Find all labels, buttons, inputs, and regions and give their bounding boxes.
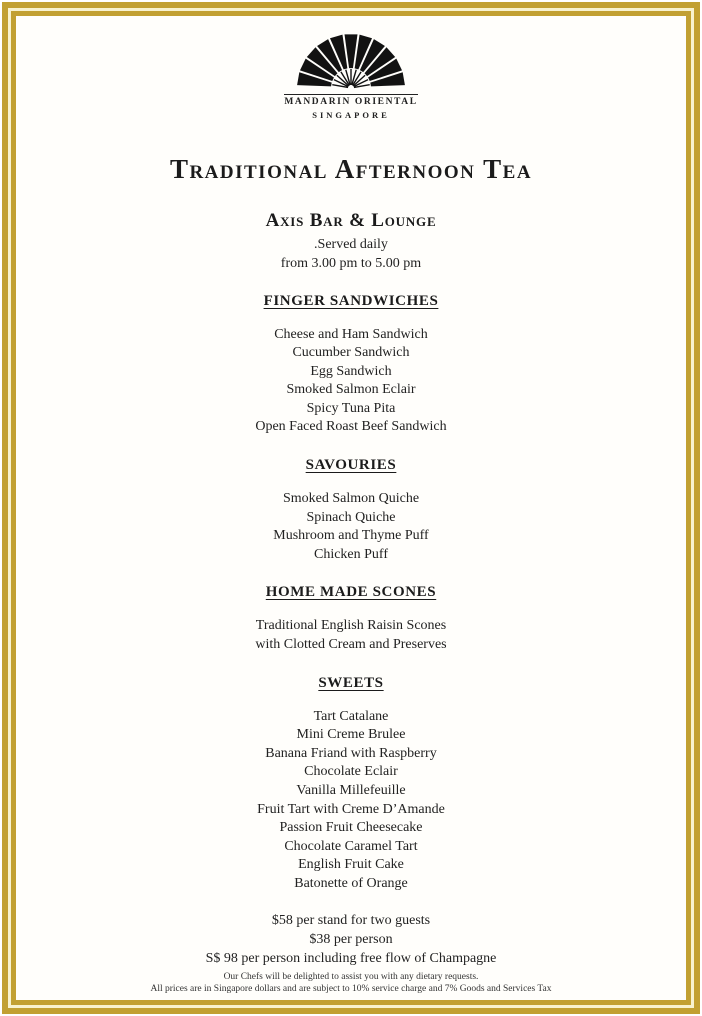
section-items [255, 326, 446, 438]
footer-notes [16, 971, 686, 995]
section-heading: HOME MADE SCONES [265, 584, 437, 601]
menu-item: Tart Catalane [313, 708, 389, 724]
brand-name: MANDARIN ORIENTAL [284, 94, 417, 108]
menu-sections [255, 273, 446, 894]
menu-item: Spinach Quiche [306, 509, 396, 525]
menu-item: Batonette of Orange [294, 875, 408, 891]
footer-note-tax: All prices are in Singapore dollars and are subject to 10% service charge and 7% Goods and Services Tax [150, 984, 552, 994]
brand-logo [284, 28, 417, 120]
menu-item: Spicy Tuna Pita [306, 400, 396, 416]
page-title: Traditional Afternoon Tea [169, 153, 533, 184]
pricing-block [206, 911, 497, 968]
menu-content [16, 16, 686, 1000]
menu-item: Mushroom and Thyme Puff [273, 528, 429, 544]
menu-section [255, 675, 446, 894]
menu-item: Chocolate Eclair [304, 764, 398, 780]
gold-border-outer [2, 2, 700, 1014]
fan-icon [292, 28, 410, 90]
section-items [255, 490, 446, 564]
gold-border-inner [11, 11, 691, 1005]
brand-city: SINGAPORE [312, 110, 390, 120]
menu-item: Passion Fruit Cheesecake [279, 820, 423, 836]
menu-item: Banana Friand with Raspberry [265, 745, 437, 761]
menu-item: English Fruit Cake [298, 857, 404, 873]
menu-section [255, 457, 446, 564]
menu-item: Vanilla Millefeuille [296, 783, 406, 798]
section-items [255, 617, 446, 654]
section-heading: SWEETS [318, 674, 384, 691]
price-line: $38 per person [309, 931, 393, 947]
menu-item: Cheese and Ham Sandwich [274, 326, 428, 342]
menu-item: Traditional English Raisin Scones [255, 618, 447, 634]
menu-item: Chocolate Caramel Tart [284, 838, 418, 854]
menu-item: Open Faced Roast Beef Sandwich [255, 419, 447, 435]
menu-section [255, 293, 446, 438]
menu-item: Smoked Salmon Eclair [286, 382, 416, 398]
price-line: S$ 98 per person including free flow of Champagne [205, 950, 497, 966]
menu-item: Fruit Tart with Creme D’Amande [257, 801, 445, 817]
venue-name: Axis Bar & Lounge [265, 209, 437, 231]
menu-item: Chicken Puff [313, 546, 388, 562]
gold-border-light-stripe [8, 8, 694, 1008]
section-heading: SAVOURIES [305, 457, 397, 474]
section-items [255, 708, 446, 894]
menu-item: Cucumber Sandwich [292, 345, 410, 361]
service-hours: from 3.00 pm to 5.00 pm [280, 255, 422, 271]
price-line: $58 per stand for two guests [271, 912, 431, 928]
service-note: .Served daily [314, 236, 388, 252]
menu-item: Egg Sandwich [310, 363, 392, 379]
menu-item: Smoked Salmon Quiche [282, 491, 420, 507]
service-info [281, 235, 421, 273]
menu-item: Mini Creme Brulee [296, 727, 406, 743]
menu-item: with Clotted Cream and Preserves [255, 637, 447, 653]
menu-section [255, 584, 446, 654]
section-heading: FINGER SANDWICHES [263, 292, 439, 309]
footer-note-dietary: Our Chefs will be delighted to assist you with any dietary requests. [223, 972, 479, 982]
